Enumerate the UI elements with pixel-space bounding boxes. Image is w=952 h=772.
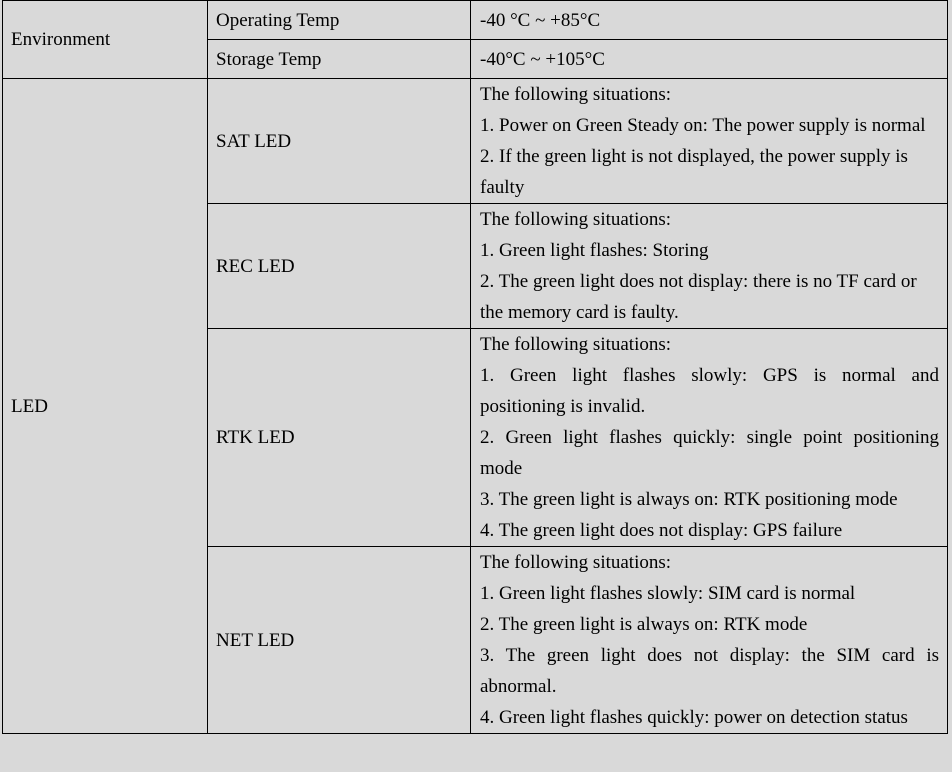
description-line: The following situations: bbox=[480, 84, 672, 105]
description-cell bbox=[471, 79, 948, 204]
description-line: The following situations: bbox=[480, 334, 672, 355]
table-row bbox=[3, 1, 948, 40]
description-line: 1. Power on Green Steady on: The power supply is normal bbox=[480, 115, 926, 136]
description-line: 2. If the green light is not displayed, the power supply is faulty bbox=[480, 146, 908, 198]
parameter-cell bbox=[208, 79, 471, 204]
led-name: RTK LED bbox=[216, 427, 295, 448]
description-line: 1. Green light flashes slowly: GPS is normal and positioning is invalid. bbox=[480, 365, 939, 417]
led-name: NET LED bbox=[216, 629, 295, 651]
description-line: 2. The green light does not display: there is no TF card or the memory card is faulty. bbox=[480, 271, 917, 323]
parameter-cell bbox=[208, 40, 471, 79]
description-line: 2. Green light flashes quickly: single point positioning mode bbox=[480, 427, 939, 479]
value-cell bbox=[471, 1, 948, 40]
specification-table bbox=[2, 0, 948, 734]
description-line: The following situations: bbox=[480, 209, 672, 230]
table-row bbox=[3, 79, 948, 204]
parameter-value: -40°C ~ +105°C bbox=[480, 48, 605, 70]
description-cell bbox=[471, 329, 948, 547]
parameter-label: Storage Temp bbox=[216, 48, 322, 70]
parameter-label: Operating Temp bbox=[216, 9, 340, 31]
description-line: 3. The green light does not display: the SIM card is abnormal. bbox=[480, 645, 939, 697]
parameter-cell bbox=[208, 204, 471, 329]
category-label: Environment bbox=[11, 29, 111, 50]
led-name: SAT LED bbox=[216, 130, 292, 152]
description-cell bbox=[471, 547, 948, 734]
category-cell-environment bbox=[3, 1, 208, 79]
parameter-cell bbox=[208, 1, 471, 40]
value-cell bbox=[471, 40, 948, 79]
description-line: 4. The green light does not display: GPS failure bbox=[480, 520, 843, 541]
category-label: LED bbox=[11, 395, 48, 417]
description-line: 3. The green light is always on: RTK positioning mode bbox=[480, 489, 898, 510]
category-cell-led bbox=[3, 79, 208, 734]
description-line: 2. The green light is always on: RTK mode bbox=[480, 614, 808, 635]
led-name: REC LED bbox=[216, 255, 295, 277]
description-line: 1. Green light flashes: Storing bbox=[480, 240, 709, 261]
description-line: 4. Green light flashes quickly: power on detection status bbox=[480, 707, 908, 728]
description-line: 1. Green light flashes slowly: SIM card is normal bbox=[480, 583, 856, 604]
description-cell bbox=[471, 204, 948, 329]
description-line: The following situations: bbox=[480, 552, 672, 573]
parameter-cell bbox=[208, 547, 471, 734]
parameter-value: -40 °C ~ +85°C bbox=[480, 9, 601, 31]
parameter-cell bbox=[208, 329, 471, 547]
